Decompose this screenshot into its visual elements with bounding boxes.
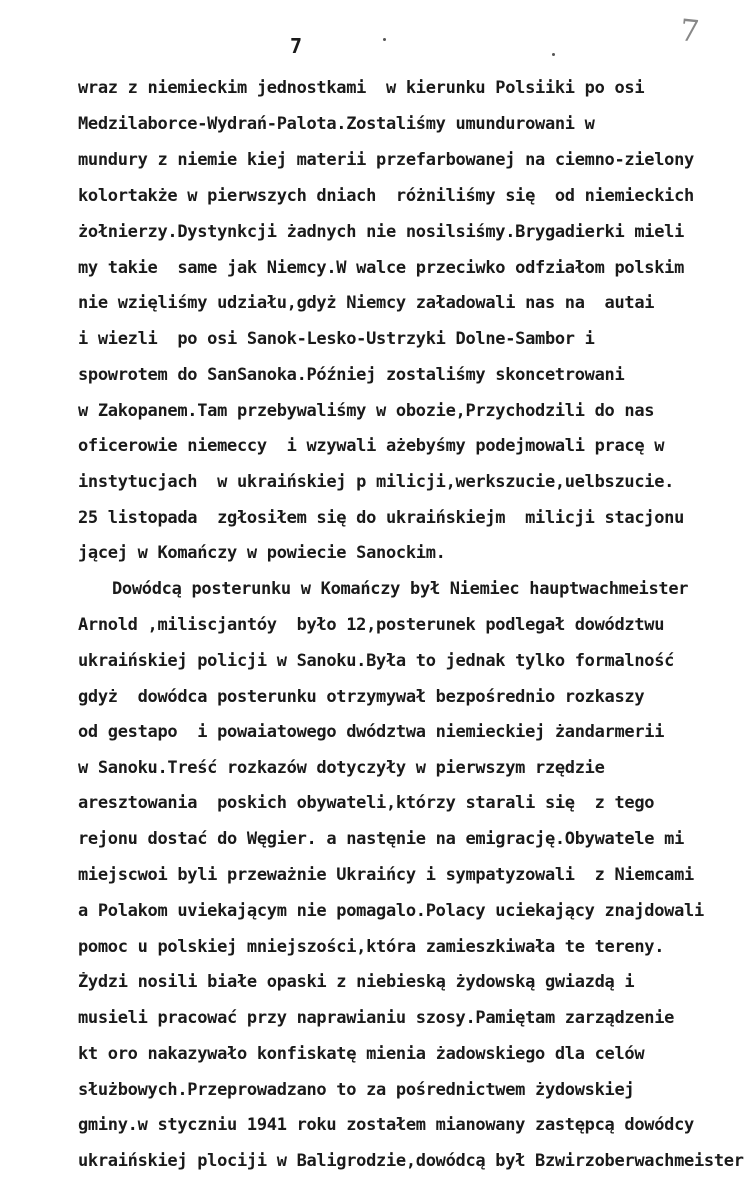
text-line: musieli pracować przy naprawianiu szosy.Pamiętam zarządzenie xyxy=(78,1008,675,1028)
text-line: mundury z niemie kiej materii przefarbowanej na ciemno-zielony xyxy=(78,150,694,170)
text-line: i wiezli po osi Sanok-Lesko-Ustrzyki Dolne-Sambor i xyxy=(78,329,595,349)
text-line: żołnierzy.Dystynkcji żadnych nie nosilsiśmy.Brygadierki mieli xyxy=(78,222,685,242)
text-line: miejscwoi byli przeważnie Ukraińcy i sympatyzowali z Niemcami xyxy=(78,865,694,885)
text-line: my takie same jak Niemcy.W walce przeciwko odfziałom polskim xyxy=(78,258,685,278)
ink-speck xyxy=(383,38,386,41)
text-line: służbowych.Przeprowadzano to za pośrednictwem żydowskiej xyxy=(78,1080,635,1100)
text-line: kolortakże w pierwszych dniach różniliśmy się od niemieckich xyxy=(78,186,694,206)
text-line: Arnold ,miliscjantóy było 12,posterunek podlegał dowództwu xyxy=(78,615,665,635)
paragraph-start-line: Dowódcą posterunku w Komańczy był Niemiec hauptwachmeister xyxy=(112,579,689,599)
text-line: gminy.w styczniu 1941 roku zostałem mianowany zastępcą dowódcy xyxy=(78,1115,694,1135)
text-line: wraz z niemieckim jednostkami w kierunku Polsiiki po osi xyxy=(78,78,645,98)
text-line: w Zakopanem.Tam przebywaliśmy w obozie,Przychodzili do nas xyxy=(78,401,655,421)
text-line: gdyż dowódca posterunku otrzymywał bezpośrednio rozkaszy xyxy=(78,687,645,707)
ink-speck xyxy=(552,53,555,56)
text-line: ukraińskiej policji w Sanoku.Była to jednak tylko formalność xyxy=(78,651,675,671)
handwritten-page-mark: 7 xyxy=(678,13,701,50)
text-line: aresztowania poskich obywateli,którzy starali się z tego xyxy=(78,793,655,813)
text-line: od gestapo i powaiatowego dwództwa niemieckiej żandarmerii xyxy=(78,722,665,742)
text-line: nie wzięliśmy udziału,gdyż Niemcy załadowali nas na autai xyxy=(78,293,655,313)
text-line: ukraińskiej plociji w Baligrodzie,dowódcą był Bzwirzoberwachmeister xyxy=(78,1151,744,1171)
text-line: jącej w Komańczy w powiecie Sanockim. xyxy=(78,543,446,563)
text-line: 25 listopada zgłosiłem się do ukraińskiejm milicji stacjonu xyxy=(78,508,685,528)
text-line: spowrotem do SanSanoka.Później zostaliśmy skoncetrowani xyxy=(78,365,625,385)
text-line: pomoc u polskiej mniejszości,która zamieszkiwała te tereny. xyxy=(78,937,665,957)
text-line: instytucjach w ukraińskiej p milicji,werkszucie,uelbszucie. xyxy=(78,472,675,492)
page-number: 7 xyxy=(290,34,303,58)
text-line: rejonu dostać do Węgier. a nastęnie na emigrację.Obywatele mi xyxy=(78,829,685,849)
text-line: w Sanoku.Treść rozkazów dotyczyły w pierwszym rzędzie xyxy=(78,758,605,778)
text-line: a Polakom uviekającym nie pomagalo.Polacy uciekający znajdowali xyxy=(78,901,704,921)
text-line: Żydzi nosili białe opaski z niebieską żydowską gwiazdą i xyxy=(78,972,635,992)
text-line: kt oro nakazywało konfiskatę mienia żadowskiego dla celów xyxy=(78,1044,645,1064)
text-line: Medzilaborce-Wydrań-Palota.Zostaliśmy umundurowani w xyxy=(78,114,595,134)
text-line: oficerowie niemeccy i wzywali ażebyśmy podejmowali pracę w xyxy=(78,436,665,456)
